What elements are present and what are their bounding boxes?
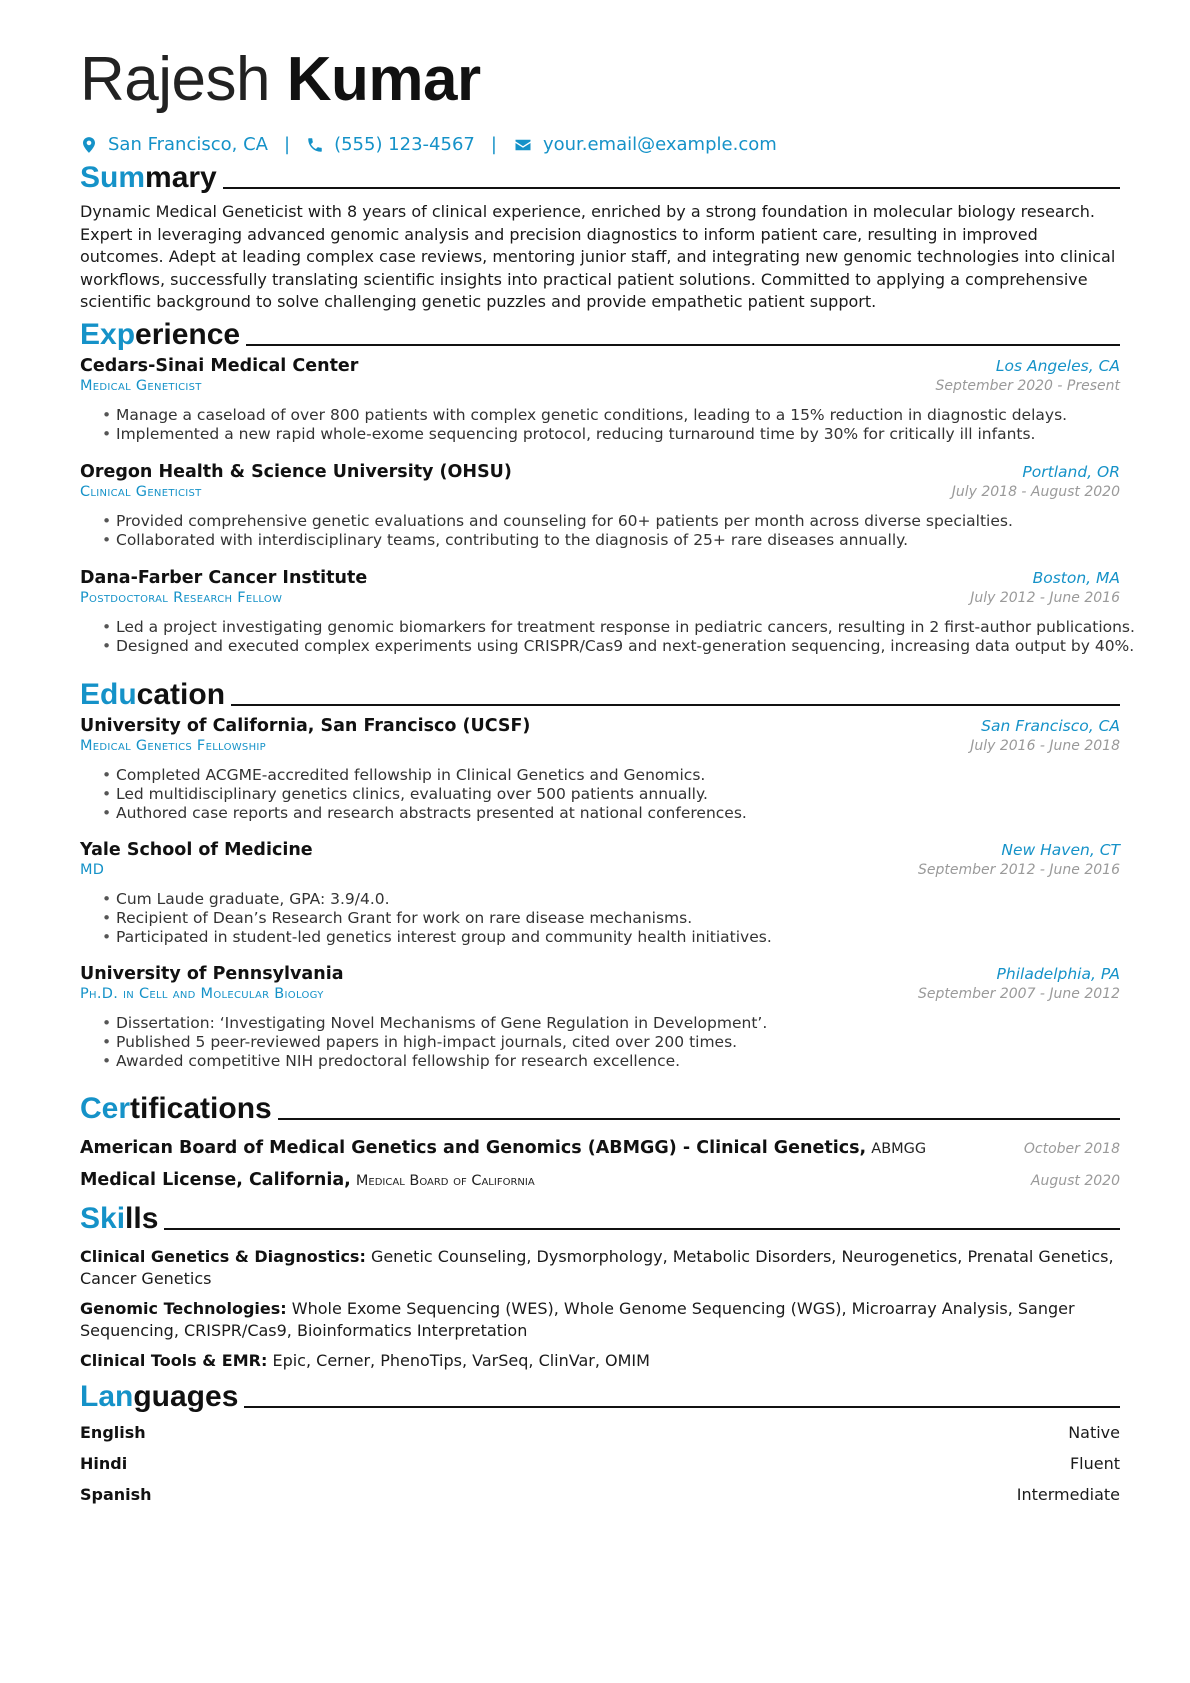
contact-line — [80, 134, 777, 155]
bullet-item: • Manage a caseload of over 800 patients with complex genetic conditions, leading to a 15% reduction in diagnostic delays. — [80, 406, 1120, 425]
entry-location: Los Angeles, CA — [995, 357, 1120, 375]
section-title: Skills — [80, 1202, 159, 1235]
bullet-item: • Provided comprehensive genetic evaluations and counseling for 60+ patients per month across diverse specialties. — [80, 512, 1120, 531]
organization: Dana-Farber Cancer Institute — [80, 568, 368, 588]
language-name: Hindi — [80, 1454, 128, 1473]
bullet-item: • Designed and executed complex experiments using CRISPR/Cas9 and next-generation sequencing, increasing data output by 40%. — [80, 637, 1120, 656]
section-rule — [246, 344, 1120, 346]
summary-text: Dynamic Medical Geneticist with 8 years of clinical experience, enriched by a strong foundation in molecular biology research. Expert in leveraging advanced genomic analysis and precision diagnostics to inform patient care, resulting in improved outcomes. Adept at leading complex case reviews, mentoring junior staff, and integrating new genomic technologies into clinical workflows, successfully translating scientific insights into practical patient solutions. Committed to applying a comprehensive scientific background to solve challenging genetic puzzles and provide empathetic patient support. — [80, 202, 1116, 311]
first-name: Rajesh — [80, 45, 270, 114]
entry-date: September 2020 - Present — [935, 378, 1120, 394]
degree: MD — [80, 862, 105, 878]
phone-text[interactable]: (555) 123-4567 — [334, 134, 475, 155]
bullet-list — [80, 406, 1120, 444]
section-rule — [278, 1118, 1120, 1120]
entry-date: September 2012 - June 2016 — [918, 862, 1120, 878]
language-name: English — [80, 1423, 146, 1442]
bullet-item: • Participated in student-led genetics interest group and community health initiatives. — [80, 928, 1120, 947]
education-entry — [80, 716, 1120, 823]
skill-category: Clinical Tools & EMR: — [80, 1351, 268, 1370]
skill-group — [80, 1350, 1120, 1372]
bullet-item: • Cum Laude graduate, GPA: 3.9/4.0. — [80, 890, 1120, 909]
entry-location: New Haven, CT — [1001, 841, 1120, 859]
section-heading — [80, 672, 1120, 712]
certification-date: October 2018 — [1023, 1141, 1120, 1157]
candidate-name — [80, 40, 481, 120]
entry-date: July 2012 - June 2016 — [970, 590, 1120, 606]
job-title: Clinical Geneticist — [80, 484, 202, 500]
section-title: Summary — [80, 161, 217, 194]
language-list — [80, 1417, 1120, 1510]
experience-entry — [80, 356, 1120, 444]
organization: Cedars-Sinai Medical Center — [80, 356, 359, 376]
language-item — [80, 1448, 1120, 1479]
section-title: Experience — [80, 318, 241, 351]
certification-name: Medical License, California — [80, 1170, 345, 1190]
education-section — [80, 672, 1120, 1070]
entry-location: San Francisco, CA — [981, 717, 1120, 735]
entry-date: September 2007 - June 2012 — [918, 986, 1120, 1002]
bullet-item: • Published 5 peer-reviewed papers in high-impact journals, cited over 200 times. — [80, 1033, 1120, 1052]
entry-date: July 2016 - June 2018 — [970, 738, 1120, 754]
section-title: Certifications — [80, 1092, 272, 1125]
bullet-item: • Led multidisciplinary genetics clinics, evaluating over 500 patients annually. — [80, 785, 1120, 804]
section-rule — [223, 187, 1120, 189]
language-level: Intermediate — [1016, 1485, 1120, 1504]
institution: University of Pennsylvania — [80, 964, 344, 984]
email-item[interactable] — [513, 134, 777, 155]
bullet-item: • Completed ACGME-accredited fellowship in Clinical Genetics and Genomics. — [80, 766, 1120, 785]
bullet-item: • Dissertation: ‘Investigating Novel Mechanisms of Gene Regulation in Development’. — [80, 1014, 1120, 1033]
skill-items: Epic, Cerner, PhenoTips, VarSeq, ClinVar, OMIM — [272, 1351, 650, 1370]
summary-section — [80, 155, 1120, 314]
skills-section — [80, 1196, 1120, 1372]
contact-separator: | — [490, 134, 497, 155]
certification-issuer: Medical Board of California — [355, 1173, 535, 1189]
skill-group — [80, 1246, 1120, 1290]
certification-issuer: ABMGG — [871, 1141, 927, 1157]
bullet-list — [80, 512, 1120, 550]
bullet-item: • Recipient of Dean’s Research Grant for work on rare disease mechanisms. — [80, 909, 1120, 928]
language-name: Spanish — [80, 1485, 152, 1504]
organization: Oregon Health & Science University (OHSU) — [80, 462, 512, 482]
job-title: Postdoctoral Research Fellow — [80, 590, 283, 606]
entry-location: Philadelphia, PA — [996, 965, 1120, 983]
bullet-item: • Authored case reports and research abstracts presented at national conferences. — [80, 804, 1120, 823]
phone-icon — [306, 136, 324, 154]
bullet-list — [80, 766, 1120, 823]
section-rule — [244, 1406, 1120, 1408]
section-heading — [80, 312, 1120, 352]
contact-separator: | — [283, 134, 291, 155]
envelope-icon — [513, 136, 533, 154]
entry-location: Portland, OR — [1022, 463, 1120, 481]
bullet-item: • Implemented a new rapid whole-exome sequencing protocol, reducing turnaround time by 30% for critically ill infants. — [80, 425, 1120, 444]
phone-item[interactable] — [306, 134, 475, 155]
language-level: Native — [1068, 1423, 1120, 1442]
location-item — [80, 134, 268, 155]
job-title: Medical Geneticist — [80, 378, 202, 394]
map-pin-icon — [80, 136, 98, 154]
entry-location: Boston, MA — [1032, 569, 1120, 587]
experience-entry — [80, 462, 1120, 550]
experience-entry — [80, 568, 1135, 656]
certification-item: American Board of Medical Genetics and Genomics (ABMGG) - Clinical Genetics, ABMGG October 2018 — [80, 1138, 1120, 1158]
location-text: San Francisco, CA — [108, 134, 268, 155]
institution: Yale School of Medicine — [80, 840, 313, 860]
section-rule — [164, 1228, 1120, 1230]
email-link[interactable]: your.email@example.com — [542, 134, 777, 155]
degree: Medical Genetics Fellowship — [80, 738, 266, 754]
bullet-item: • Collaborated with interdisciplinary teams, contributing to the diagnosis of 25+ rare diseases annually. — [80, 531, 1120, 550]
experience-section — [80, 312, 1135, 655]
bullet-list — [80, 890, 1120, 947]
section-heading — [80, 155, 1120, 195]
education-entry — [80, 964, 1120, 1071]
certification-item: Medical License, California, Medical Board of California August 2020 — [80, 1170, 1120, 1190]
bullet-item: • Led a project investigating genomic biomarkers for treatment response in pediatric cancers, resulting in 2 first-author publications. — [80, 618, 1120, 637]
section-title: Languages — [80, 1380, 239, 1413]
section-heading — [80, 1086, 1120, 1126]
skill-group — [80, 1298, 1120, 1342]
education-entry — [80, 840, 1120, 947]
bullet-list — [80, 1014, 1120, 1071]
skill-items: Whole Exome Sequencing (WES), Whole Genome Sequencing (WGS), Microarray Analysis, Sanger Sequencing, CRISPR/Cas9, Bioinformatics Interpretation — [80, 1299, 1075, 1340]
language-item — [80, 1479, 1120, 1510]
certification-name: American Board of Medical Genetics and Genomics (ABMGG) - Clinical Genetics — [80, 1138, 860, 1158]
section-heading — [80, 1374, 1120, 1414]
institution: University of California, San Francisco (UCSF) — [80, 716, 531, 736]
skill-category: Clinical Genetics & Diagnostics: — [80, 1247, 366, 1266]
language-item — [80, 1417, 1120, 1448]
entry-date: July 2018 - August 2020 — [951, 484, 1120, 500]
language-level: Fluent — [1069, 1454, 1120, 1473]
certifications-section — [80, 1086, 1120, 1190]
bullet-list — [80, 618, 1135, 656]
section-title: Education — [80, 678, 226, 711]
degree: Ph.D. in Cell and Molecular Biology — [80, 986, 324, 1002]
skill-category: Genomic Technologies: — [80, 1299, 287, 1318]
last-name: Kumar — [286, 45, 481, 114]
section-heading — [80, 1196, 1120, 1236]
languages-section — [80, 1374, 1120, 1510]
section-rule — [231, 704, 1120, 706]
bullet-item: • Awarded competitive NIH predoctoral fellowship for research excellence. — [80, 1052, 1120, 1071]
certification-date: August 2020 — [1030, 1173, 1120, 1189]
skill-items: Genetic Counseling, Dysmorphology, Metabolic Disorders, Neurogenetics, Prenatal Genetics, Cancer Genetics — [80, 1247, 1114, 1288]
